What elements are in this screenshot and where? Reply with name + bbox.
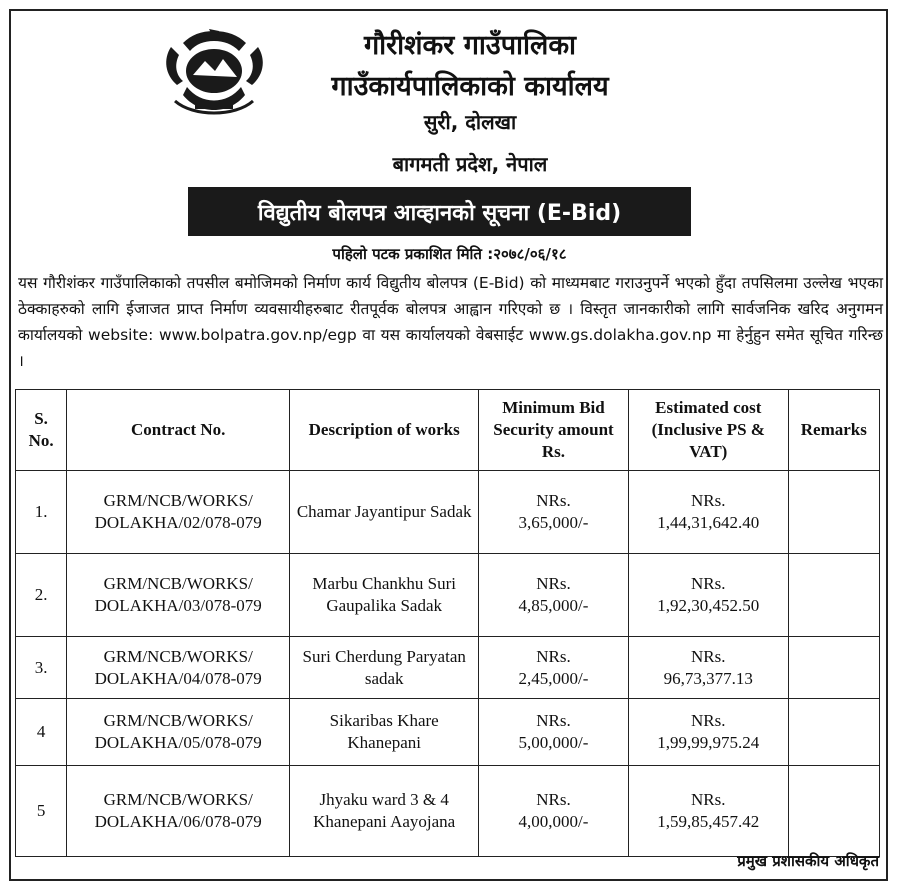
cell-contract	[67, 471, 290, 554]
cell-bid-security	[479, 471, 629, 554]
cell-bid-security	[479, 766, 629, 857]
cell-remarks	[788, 699, 879, 766]
contract-line: GRM/NCB/WORKS/	[103, 646, 253, 666]
contract-line: DOLAKHA/04/078-079	[94, 668, 262, 688]
cell-contract	[67, 554, 290, 637]
cell-bid-security	[479, 554, 629, 637]
cell-remarks	[788, 637, 879, 699]
cell-contract	[67, 637, 290, 699]
cell-estimated-cost	[628, 554, 788, 637]
cost-currency: NRs.	[691, 790, 726, 809]
bid-currency: NRs.	[536, 574, 571, 593]
cell-sno: 3.	[16, 637, 67, 699]
bid-currency: NRs.	[536, 646, 571, 666]
table-header-row	[16, 390, 880, 471]
bid-currency: NRs.	[536, 711, 571, 730]
cell-description: Chamar Jayantipur Sadak	[290, 471, 479, 554]
contract-line: DOLAKHA/02/078-079	[94, 513, 262, 532]
cell-estimated-cost	[628, 637, 788, 699]
cost-amount: 1,44,31,642.40	[657, 513, 760, 532]
cell-sno: 4	[16, 699, 67, 766]
published-date: पहिलो पटक प्रकाशित मिति :२०७८/०६/१८	[332, 245, 567, 263]
header-sno: S. No.	[16, 390, 67, 471]
office-location: सुरी, दोलखा	[423, 110, 517, 134]
bid-amount: 5,00,000/-	[518, 733, 589, 752]
contract-line: DOLAKHA/05/078-079	[94, 733, 262, 752]
cell-description: Sikaribas Khare Khanepani	[290, 699, 479, 766]
bid-currency: NRs.	[536, 790, 571, 809]
bid-table	[15, 389, 880, 857]
signatory-title: प्रमुख प्रशासकीय अधिकृत	[737, 852, 879, 870]
table-row	[16, 699, 880, 766]
cell-estimated-cost	[628, 699, 788, 766]
header-remarks: Remarks	[788, 390, 879, 471]
cost-currency: NRs.	[691, 646, 726, 666]
header-estimated-cost: Estimated cost (Inclusive PS & VAT)	[628, 390, 788, 471]
cell-remarks	[788, 766, 879, 857]
header-contract: Contract No.	[67, 390, 290, 471]
cell-estimated-cost	[628, 766, 788, 857]
contract-line: GRM/NCB/WORKS/	[103, 491, 253, 510]
bid-amount: 3,65,000/-	[518, 513, 589, 532]
bid-currency: NRs.	[536, 491, 571, 510]
table-row	[16, 554, 880, 637]
header-description: Description of works	[290, 390, 479, 471]
cell-contract	[67, 766, 290, 857]
contract-line: DOLAKHA/03/078-079	[94, 596, 262, 615]
table-row	[16, 637, 880, 699]
cell-description: Marbu Chankhu Suri Gaupalika Sadak	[290, 554, 479, 637]
cell-estimated-cost	[628, 471, 788, 554]
bid-amount: 2,45,000/-	[518, 668, 589, 688]
notice-title: विद्युतीय बोलपत्र आव्हानको सूचना (E-Bid)	[257, 200, 622, 226]
cell-bid-security	[479, 637, 629, 699]
cell-remarks	[788, 471, 879, 554]
table-row	[16, 766, 880, 857]
contract-line: GRM/NCB/WORKS/	[103, 711, 253, 730]
notice-title-banner	[188, 187, 691, 236]
table-row	[16, 471, 880, 554]
cell-remarks	[788, 554, 879, 637]
office-name: गौरीशंकर गाउँपालिका	[363, 30, 577, 61]
contract-line: GRM/NCB/WORKS/	[103, 574, 253, 593]
bid-amount: 4,00,000/-	[518, 812, 589, 831]
cost-amount: 1,59,85,457.42	[657, 812, 760, 831]
cell-bid-security	[479, 699, 629, 766]
cell-description: Jhyaku ward 3 & 4 Khanepani Aayojana	[290, 766, 479, 857]
bid-amount: 4,85,000/-	[518, 596, 589, 615]
nepal-emblem-icon	[157, 23, 272, 123]
cost-amount: 96,73,377.13	[663, 668, 753, 688]
cell-description: Suri Cherdung Paryatan sadak	[290, 637, 479, 699]
cost-currency: NRs.	[691, 711, 726, 730]
office-province: बागमती प्रदेश, नेपाल	[392, 152, 548, 176]
cost-amount: 1,92,30,452.50	[657, 596, 760, 615]
cell-contract	[67, 699, 290, 766]
cell-sno: 2.	[16, 554, 67, 637]
contract-line: GRM/NCB/WORKS/	[103, 790, 253, 809]
notice-body: यस गौरीशंकर गाउँपालिकाको तपसील बमोजिमको निर्माण कार्य विद्युतीय बोलपत्र (E-Bid) को माध्यमबाट गराउनुपर्ने भएको हुँदा तपसिलमा उल्लेख भएका ठेक्काहरुको लागि ईजाजत प्राप्त निर्माण व्यवसायीहरुबाट रीतपूर्वक बोलपत्र आह्वान गरिएको छ । विस्तृत जानकारीको लागि सार्वजनिक खरिद अनुगमन कार्यालयको website: www.bolpatra.gov.np/egp वा यस कार्यालयको वेबसाईट www.gs.dolakha.gov.np मा हेर्नुहुन समेत सूचित गरिन्छ ।	[18, 274, 883, 370]
cell-sno: 5	[16, 766, 67, 857]
cost-amount: 1,99,99,975.24	[657, 733, 760, 752]
header-bid-security: Minimum Bid Security amount Rs.	[479, 390, 629, 471]
office-subtitle: गाउँकार्यपालिकाको कार्यालय	[331, 71, 609, 102]
cell-sno: 1.	[16, 471, 67, 554]
cost-currency: NRs.	[691, 574, 726, 593]
contract-line: DOLAKHA/06/078-079	[94, 812, 262, 831]
cost-currency: NRs.	[691, 491, 726, 510]
